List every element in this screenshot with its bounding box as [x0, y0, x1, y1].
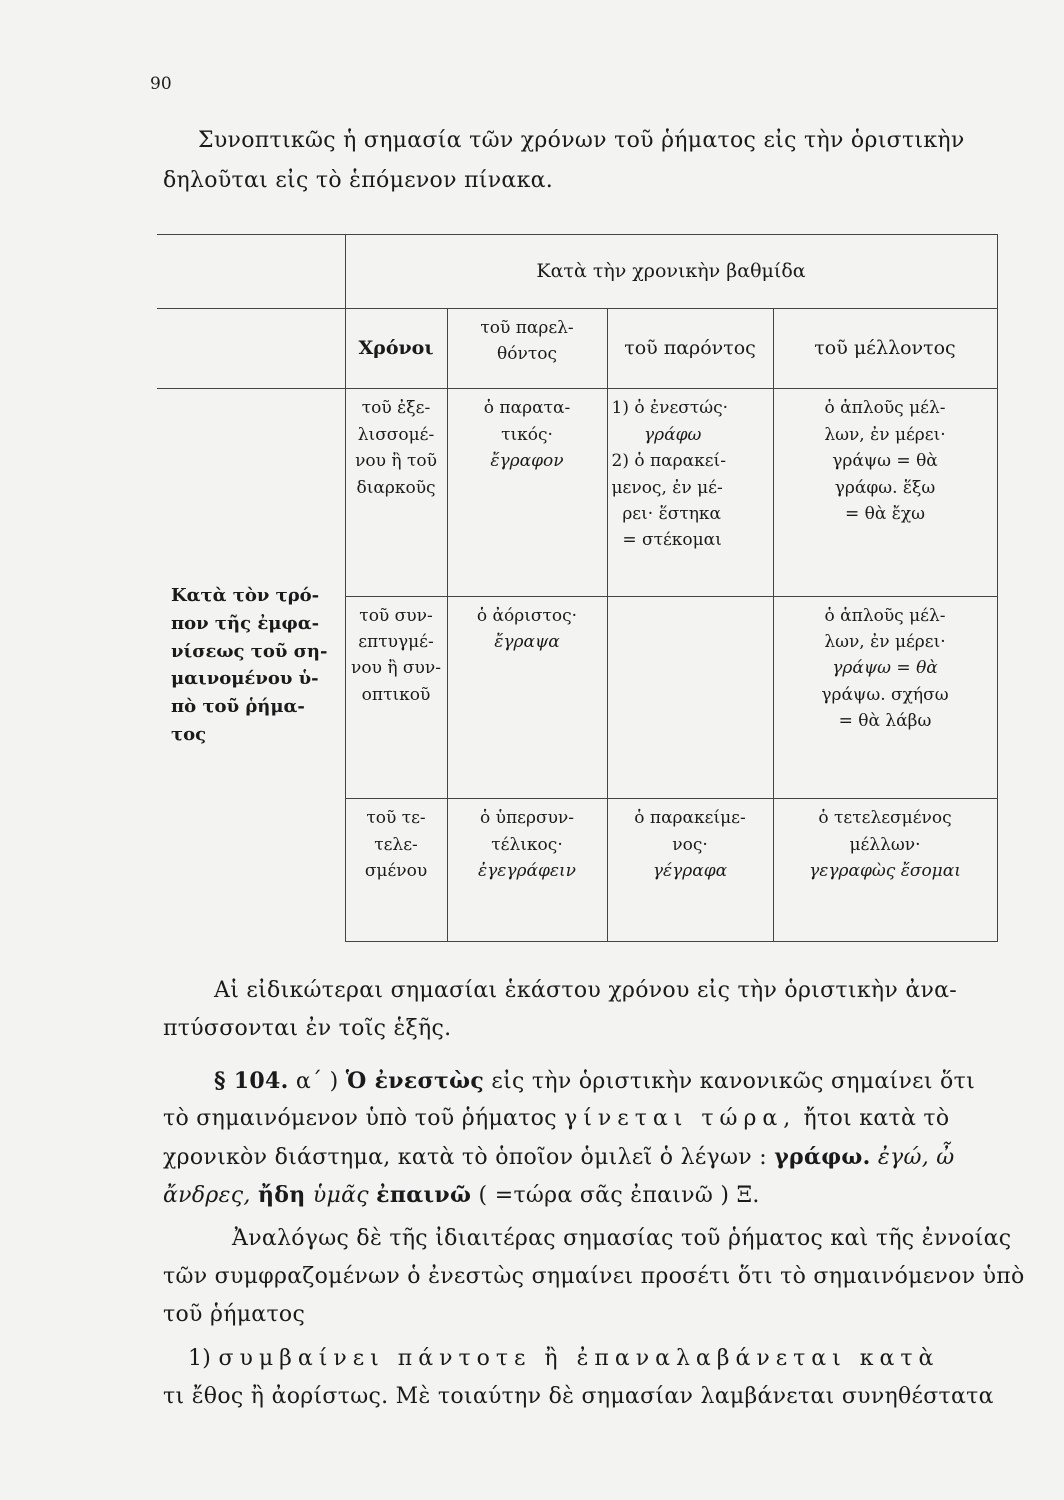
header-chronological: Κατὰ τὴν χρονικὴν βαθμίδα	[345, 235, 997, 309]
row3-chronos: τοῦ τε- τελε- σμένου	[345, 799, 447, 942]
row1-future: ὁ ἁπλοῦς μέλ- λων, ἐν μέρει· γράψω = θὰ γράφω. ἕξω = θὰ ἔχω	[773, 389, 997, 596]
row2-future: ὁ ἁπλοῦς μέλ- λων, ἐν μέρει· γράψω = θὰ γράψω. σχήσω = θὰ λάβω	[773, 596, 997, 799]
row2-present	[607, 596, 773, 799]
row-label-manner: Κατὰ τὸν τρό- πον τῆς ἐμφα- νίσεως τοῦ ση- μαινομένου ὑ- πὸ τοῦ ῥήμα- τος	[157, 389, 345, 942]
row3-future: ὁ τετελεσμένος μέλλων· γεγραφὼς ἔσομαι	[773, 799, 997, 942]
section-104-line-1: § 104. α΄ ) Ὁ ἐνεστὼς εἰς τὴν ὁριστικὴν κανονικῶς σημαίνει ὅτι	[214, 1068, 976, 1094]
header-past: τοῦ παρελ- θόντος	[447, 309, 607, 389]
row1-present: 1) ὁ ἐνεστώς· γράφω 2) ὁ παρακεί- μενος, ἐν μέ- ρει· ἕστηκα = στέκομαι	[607, 389, 773, 596]
tense-summary-table	[157, 234, 998, 942]
para2-line-3: τοῦ ῥήματος	[163, 1302, 306, 1327]
header-chronoi: Χρόνοι	[345, 309, 447, 389]
row3-past: ὁ ὑπερσυν- τέλικος· ἐγεγράφειν	[447, 799, 607, 942]
section-104-line-3: χρονικὸν διάστημα, κατὰ τὸ ὁποῖον ὁμιλεῖ ὁ λέγων : γράφω. ἐγώ, ὦ	[163, 1144, 955, 1170]
intro-line-2: δηλοῦται εἰς τὸ ἑπόμενον πίνακα.	[163, 168, 554, 193]
page-number: 90	[150, 74, 172, 94]
row1-past: ὁ παρατα- τικός· ἔγραφον	[447, 389, 607, 596]
row2-past: ὁ ἀόριστος· ἔγραψα	[447, 596, 607, 799]
row1-chronos: τοῦ ἐξε- λισσομέ- νου ἢ τοῦ διαρκοῦς	[345, 389, 447, 596]
row2-chronos: τοῦ συν- επτυγμέ- νου ἢ συν- οπτικοῦ	[345, 596, 447, 799]
para2-line-1: Ἀναλόγως δὲ τῆς ἰδιαιτέρας σημασίας τοῦ ῥήματος καὶ τῆς ἐννοίας	[232, 1226, 1012, 1251]
intro-line-1: Συνοπτικῶς ἡ σημασία τῶν χρόνων τοῦ ῥήματος εἰς τὴν ὁριστικὴν	[198, 128, 965, 153]
header-future: τοῦ μέλλοντος	[773, 309, 997, 389]
para3-line-1: 1) συμβαίνει πάντοτε ἢ ἐπαναλαβάνεται κατὰ	[188, 1346, 940, 1371]
para1-line-2: πτύσσονται ἐν τοῖς ἑξῆς.	[163, 1016, 452, 1041]
section-104-line-4: ἄνδρες, ἤδη ὑμᾶς ἐπαινῶ ( =τώρα σᾶς ἐπαινῶ ) Ξ.	[163, 1182, 760, 1208]
para3-line-2: τι ἔθος ἢ ἀορίστως. Μὲ τοιαύτην δὲ σημασίαν λαμβάνεται συνηθέστατα	[163, 1384, 994, 1409]
para2-line-2: τῶν συμφραζομένων ὁ ἐνεστὼς σημαίνει προσέτι ὅτι τὸ σημαινόμενον ὑπὸ	[163, 1264, 1025, 1289]
para1-line-1: Αἱ εἰδικώτεραι σημασίαι ἑκάστου χρόνου εἰς τὴν ὁριστικὴν ἀνα-	[214, 978, 958, 1003]
row3-present: ὁ παρακείμε- νος· γέγραφα	[607, 799, 773, 942]
section-number: § 104.	[214, 1068, 289, 1094]
section-term: Ὁ ἐνεστὼς	[345, 1068, 485, 1094]
section-104-line-2: τὸ σημαινόμενον ὑπὸ τοῦ ῥήματος γίνεται τώρα, ἤτοι κατὰ τὸ	[163, 1106, 950, 1131]
header-present: τοῦ παρόντος	[607, 309, 773, 389]
